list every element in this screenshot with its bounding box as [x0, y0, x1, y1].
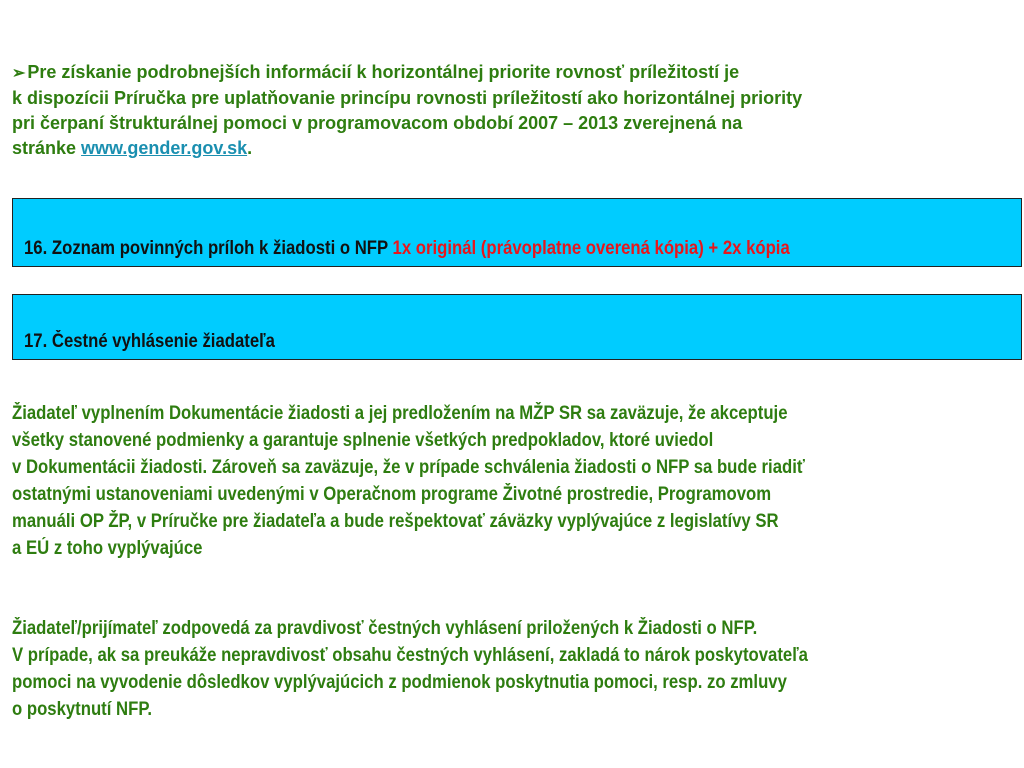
- applicant-responsibility-paragraph: [12, 615, 1017, 723]
- paragraph-2-line: V prípade, ak sa preukáže nepravdivosť obsahu čestných vyhlásení, zakladá to nárok poskytovateľa: [12, 645, 808, 666]
- paragraph-1-line: manuáli OP ŽP, v Príručke pre žiadateľa a bude rešpektovať záväzky vyplývajúce z legislatívy SR: [12, 511, 779, 532]
- paragraph-1-line: všetky stanovené podmienky a garantuje splnenie všetkých predpokladov, ktoré uviedol: [12, 430, 714, 451]
- intro-paragraph: [12, 60, 1017, 161]
- gender-website-link[interactable]: www.gender.gov.sk: [81, 138, 248, 158]
- section-17-title: 17. Čestné vyhlásenie žiadateľa: [24, 331, 275, 352]
- intro-line-4: stránke www.gender.gov.sk.: [12, 138, 253, 158]
- applicant-commitment-paragraph: [12, 400, 1017, 562]
- paragraph-2-line: Žiadateľ/prijímateľ zodpovedá za pravdivosť čestných vyhlásení priložených k Žiadosti o NFP.: [12, 618, 758, 639]
- paragraph-1-line: ostatnými ustanoveniami uvedenými v Operačnom programe Životné prostredie, Programovom: [12, 484, 772, 505]
- arrow-bullet-icon: ➢: [12, 65, 26, 82]
- intro-line-3: pri čerpaní štrukturálnej pomoci v programovacom období 2007 – 2013 zverejnená na: [12, 113, 743, 133]
- paragraph-2-line: pomoci na vyvodenie dôsledkov vyplývajúcich z podmienok poskytnutia pomoci, resp. zo zmluvy: [12, 672, 787, 693]
- intro-line-1: ➢ Pre získanie podrobnejších informácií k horizontálnej priorite rovnosť príležitostí je: [12, 62, 740, 82]
- section-16-header: [12, 198, 1022, 267]
- section-16-copies-note: 1x originál (právoplatne overená kópia) + 2x kópia: [392, 238, 790, 259]
- section-17-header: [12, 294, 1022, 360]
- paragraph-1-line: Žiadateľ vyplnením Dokumentácie žiadosti a jej predložením na MŽP SR sa zaväzuje, že akceptuje: [12, 403, 788, 424]
- paragraph-1-line: a EÚ z toho vyplývajúce: [12, 538, 203, 559]
- intro-line-2: k dispozícii Príručka pre uplatňovanie princípu rovnosti príležitostí ako horizontálnej priority: [12, 88, 803, 108]
- paragraph-1-line: v Dokumentácii žiadosti. Zároveň sa zaväzuje, že v prípade schválenia žiadosti o NFP sa bude riadiť: [12, 457, 805, 478]
- section-16-title: 16. Zoznam povinných príloh k žiadosti o NFP 1x originál (právoplatne overená kópia) + 2x kópia: [24, 238, 790, 259]
- paragraph-2-line: o poskytnutí NFP.: [12, 699, 152, 720]
